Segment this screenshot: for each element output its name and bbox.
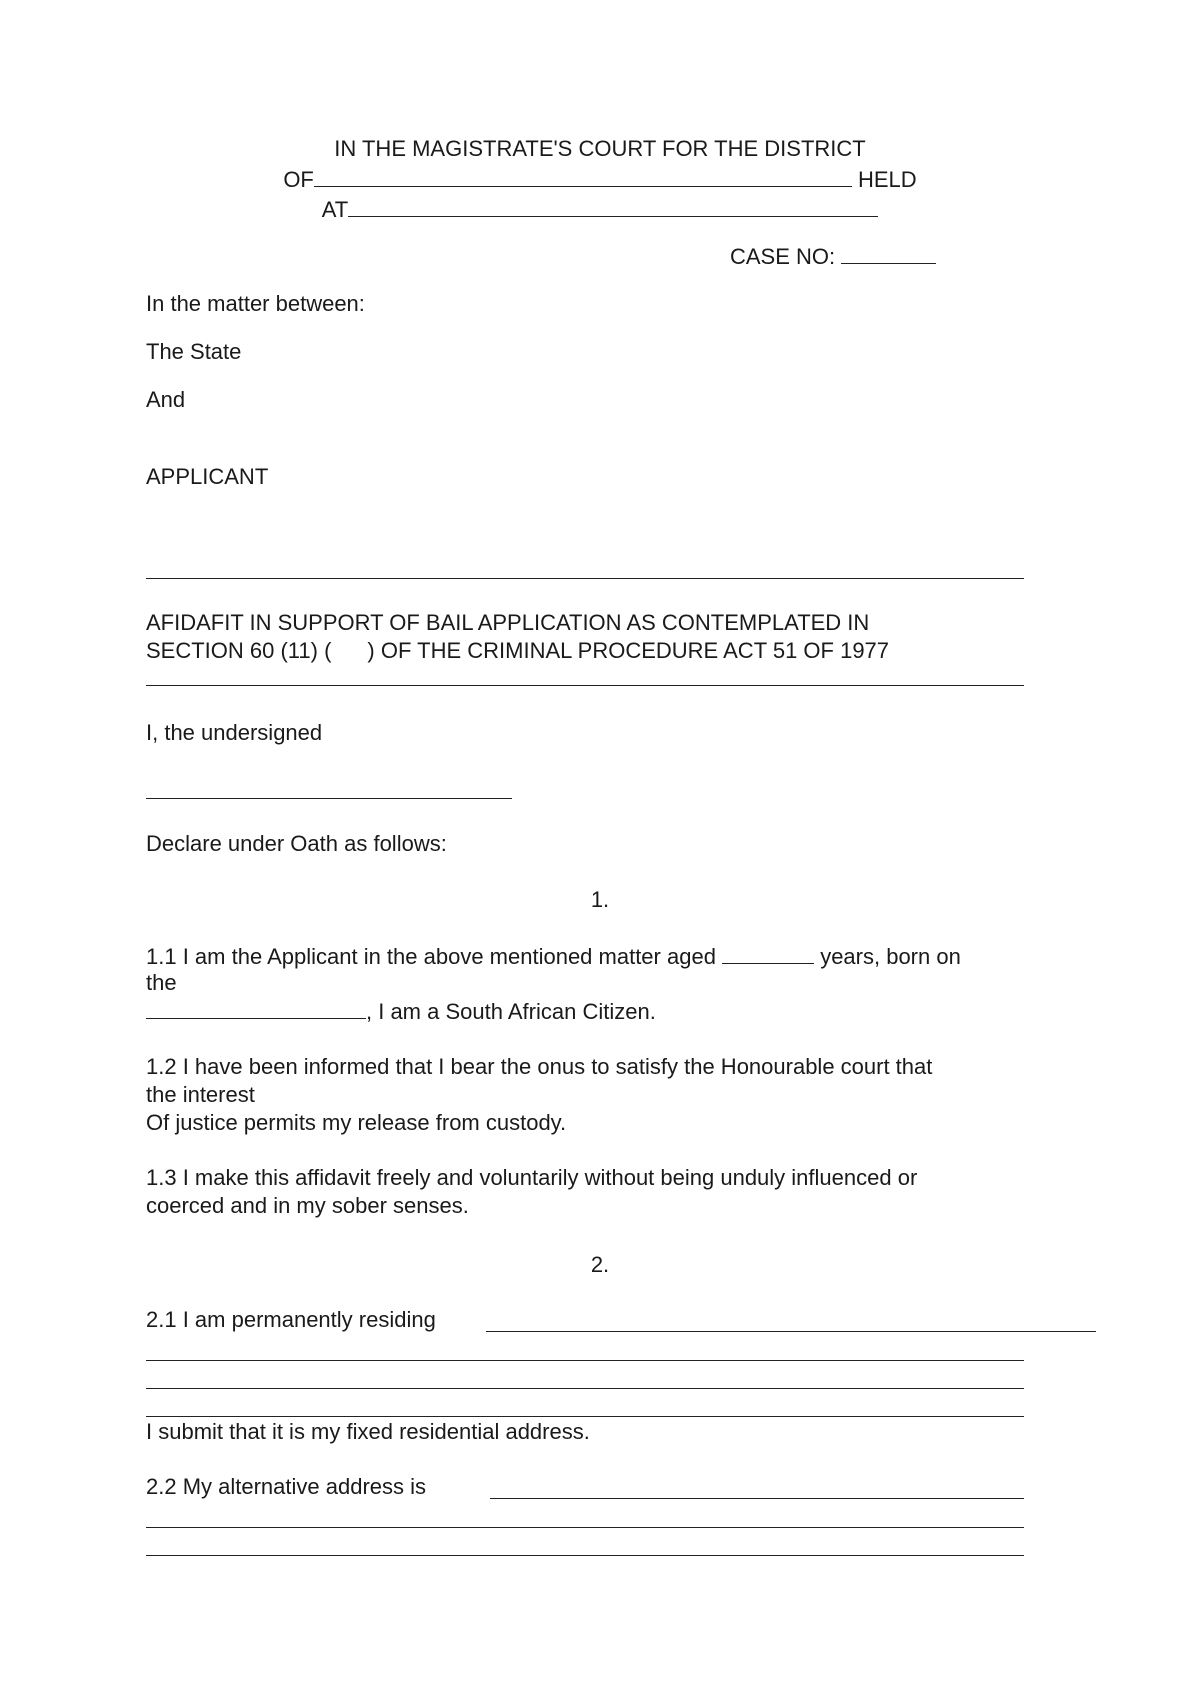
party-and: And [146, 387, 186, 412]
affidavit-title-line1: AFIDAFIT IN SUPPORT OF BAIL APPLICATION AS CONTEMPLATED IN [146, 610, 870, 635]
held-at-blank[interactable] [348, 196, 878, 217]
para-1-1-born: years, born on [820, 944, 961, 969]
residence-blank-3[interactable] [146, 1388, 1024, 1389]
case-no-label: CASE NO: [730, 244, 836, 269]
case-number [730, 243, 936, 270]
age-blank[interactable] [722, 943, 814, 964]
para-1-3-line1: 1.3 I make this affidavit freely and voluntarily without being unduly influenced or [146, 1165, 918, 1190]
title-bottom-rule [146, 685, 1024, 686]
alt-address-blank-2[interactable] [146, 1527, 1024, 1528]
para-1-1-text: 1.1 I am the Applicant in the above mentioned matter aged [146, 944, 716, 969]
residence-blank-2[interactable] [146, 1360, 1024, 1361]
para-1-3-line2: coerced and in my sober senses. [146, 1193, 469, 1218]
case-no-blank[interactable] [841, 243, 936, 264]
held-at-line [0, 196, 1200, 223]
para-1-2-line3: Of justice permits my release from custody. [146, 1110, 567, 1135]
citizenship-text: , I am a South African Citizen. [366, 999, 656, 1024]
para-1-1-line1 [146, 943, 961, 970]
held-at-label: AT [321, 197, 349, 222]
residence-blank-1[interactable] [486, 1331, 1096, 1332]
declare-oath: Declare under Oath as follows: [146, 831, 447, 856]
para-1-2-line2: the interest [146, 1082, 255, 1107]
para-2-2: 2.2 My alternative address is [146, 1474, 427, 1499]
district-line [0, 166, 1200, 193]
para-1-2-line1: 1.2 I have been informed that I bear the onus to satisfy the Honourable court that [146, 1054, 933, 1079]
residence-blank-4[interactable] [146, 1416, 1024, 1417]
section-1-number: 1. [590, 887, 610, 912]
undersigned-name-blank[interactable] [146, 798, 512, 799]
undersigned-label: I, the undersigned [146, 720, 323, 745]
party-state: The State [146, 339, 242, 364]
affidavit-title-line2 [146, 638, 889, 664]
alt-address-blank-1[interactable] [490, 1498, 1024, 1499]
birth-date-blank[interactable] [146, 998, 366, 1019]
fixed-address-statement: I submit that it is my fixed residential address. [146, 1419, 590, 1444]
matter-between: In the matter between: [146, 291, 365, 316]
party-applicant: APPLICANT [146, 464, 269, 489]
district-of-label: OF [283, 167, 314, 192]
held-label: HELD [858, 167, 917, 192]
para-2-1: 2.1 I am permanently residing [146, 1307, 436, 1332]
title-section-prefix: SECTION 60 (11) ( [146, 638, 332, 663]
alt-address-blank-3[interactable] [146, 1555, 1024, 1556]
title-section-suffix: ) OF THE CRIMINAL PROCEDURE ACT 51 OF 1977 [367, 638, 890, 663]
para-1-1-line3 [146, 998, 656, 1025]
title-top-rule [146, 578, 1024, 579]
court-heading: IN THE MAGISTRATE'S COURT FOR THE DISTRICT [334, 136, 866, 161]
para-1-1-line2: the [146, 970, 177, 995]
section-2-number: 2. [590, 1252, 610, 1277]
district-blank[interactable] [314, 166, 852, 187]
